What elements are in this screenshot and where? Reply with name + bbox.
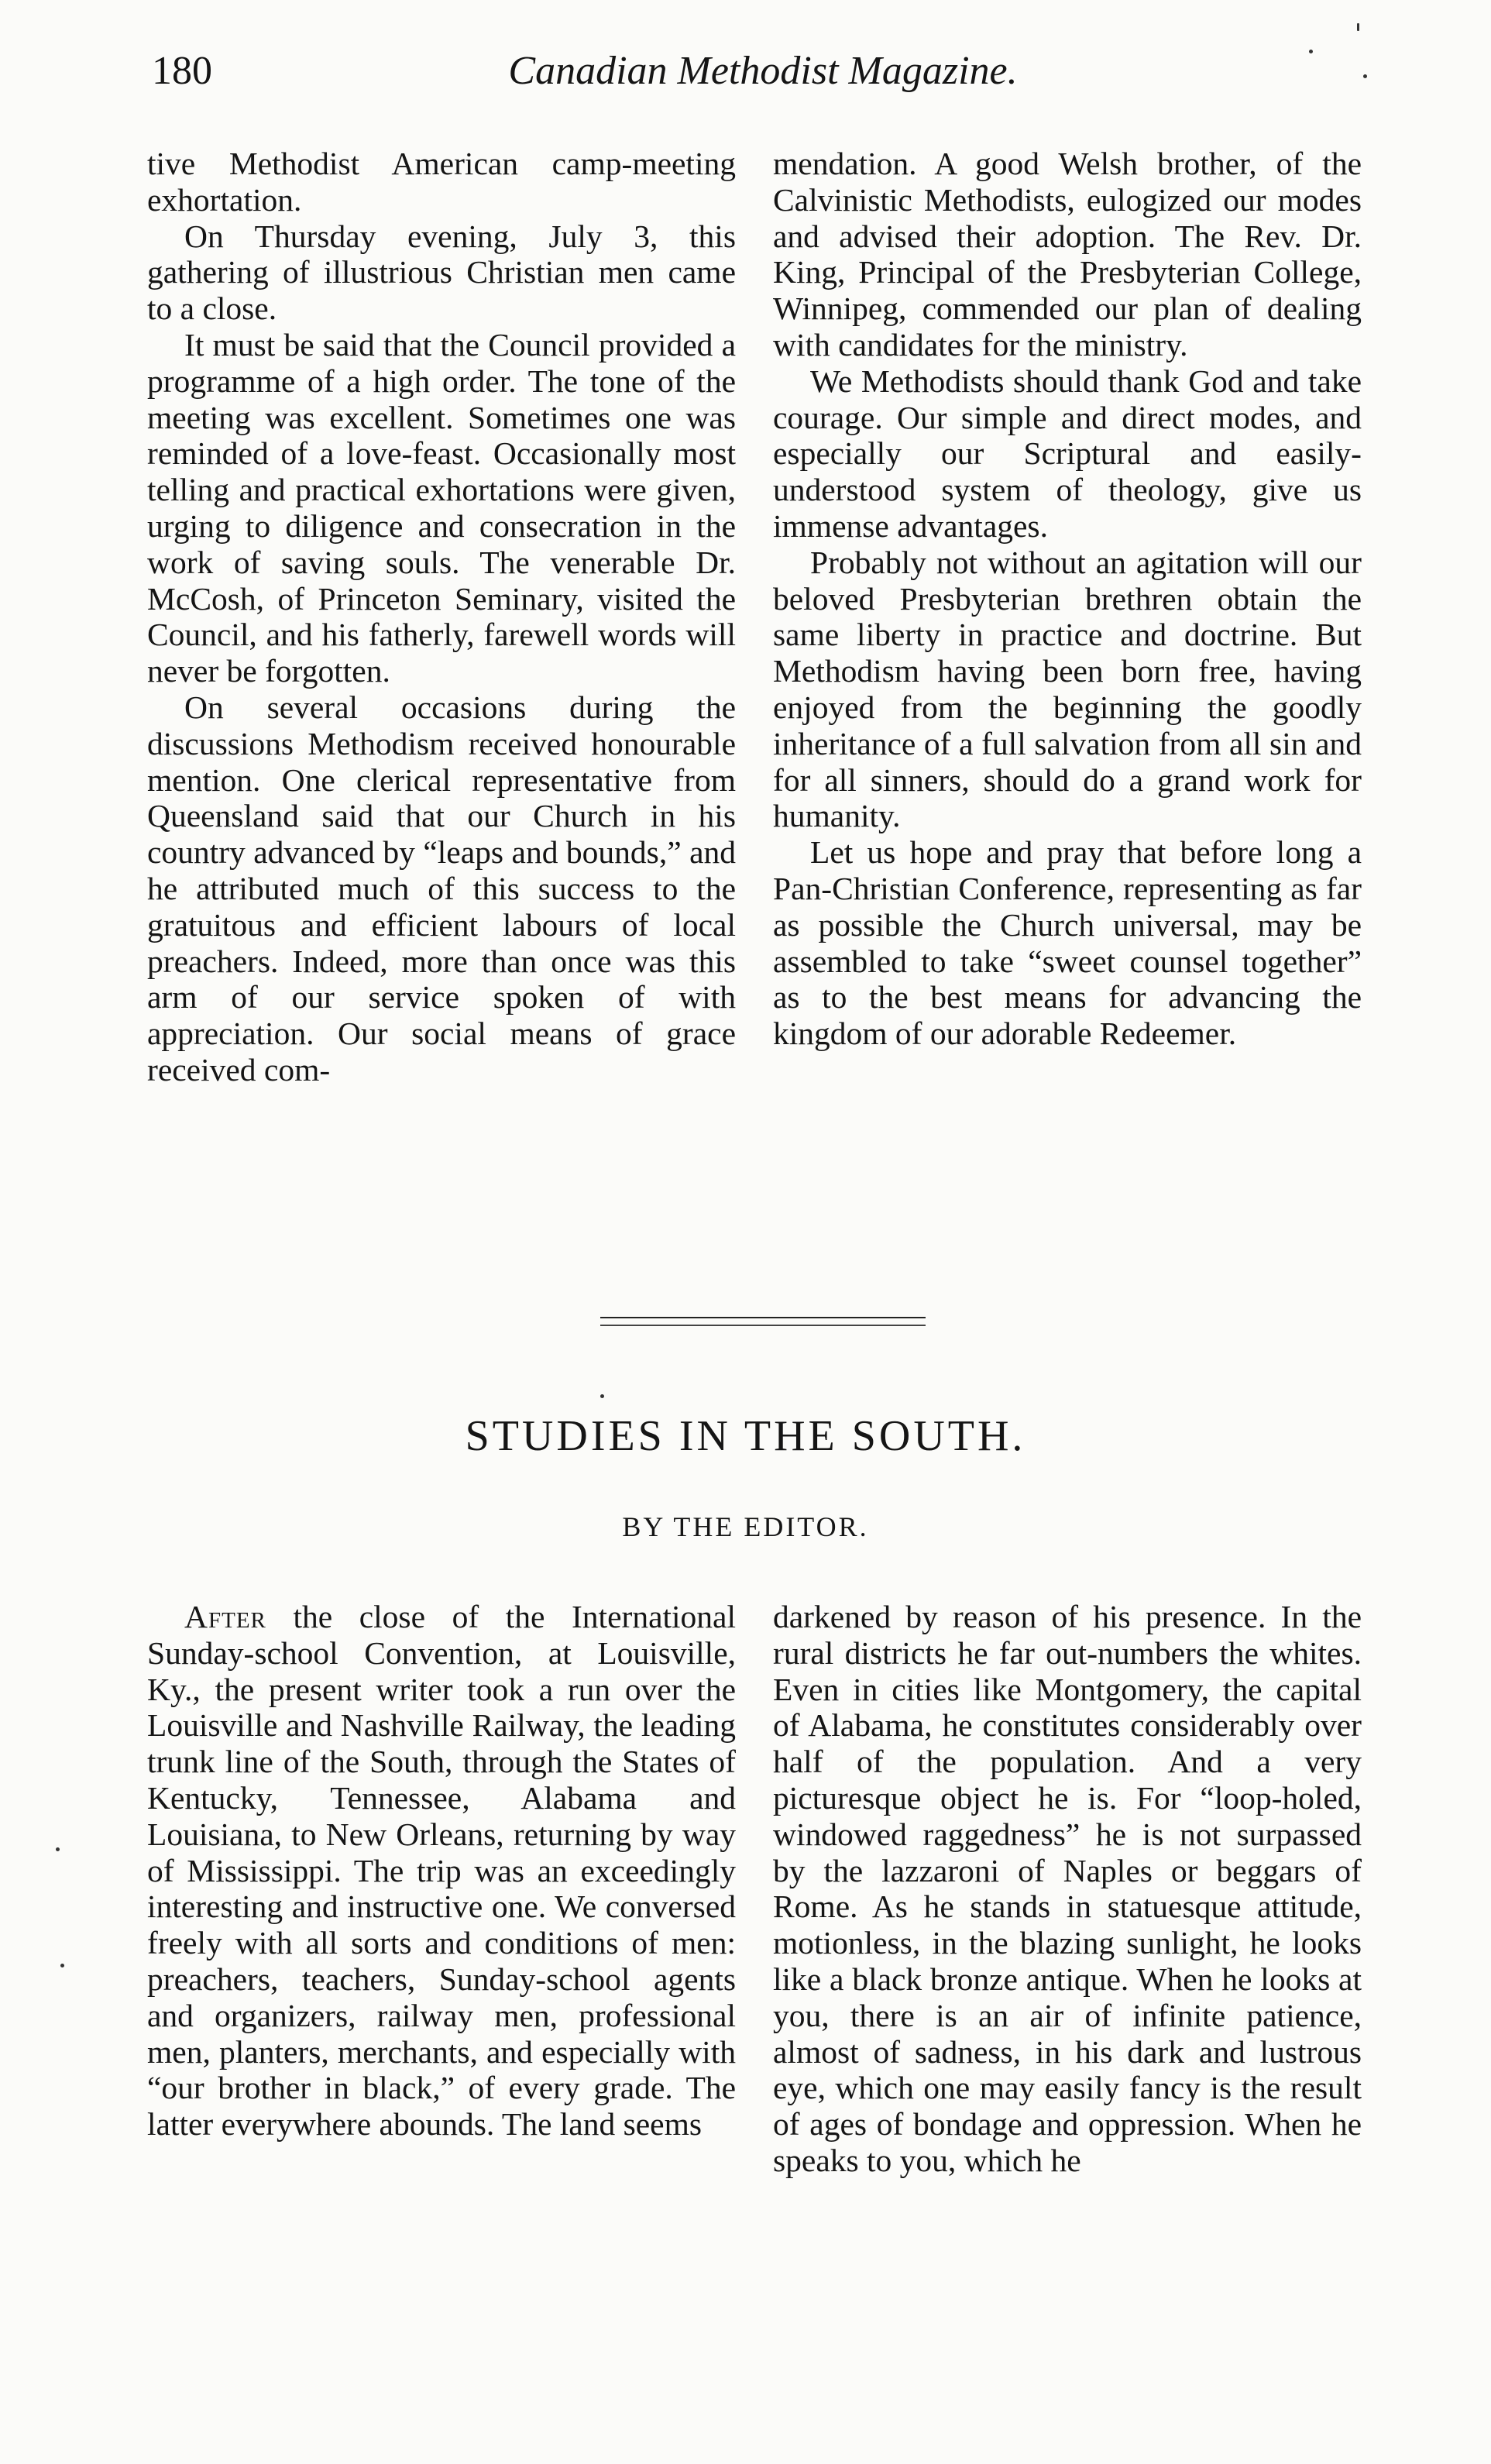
paragraph: darkened by reason of his presence. In the rural districts he far out-numbers the whites. Even in cities like Montgomery, the capital of Alabama, he constitutes considerably over half of the population. And a very picturesque object he is. For “loop-holed, windowed raggedness” he is not surpassed by the lazzaroni of Naples or beggars of Rome. As he stands in statuesque attitude, motionless, in the blazing sunlight, he looks like a black bronze antique. When he looks at you, there is an air of infinite patience, almost of sadness, in his dark and lustrous eye, which one may easily fancy is the result of ages of bondage and oppression. When he speaks to you, which he [773, 1599, 1362, 2178]
lead-word: After [184, 1599, 266, 1634]
paragraph: On several occasions during the discussions Methodism received honourable mention. One clerical representative from Queensland said that our Church in his country advanced by “leaps and bounds,” and he attributed much of this success to the gratuitous and efficient labours of local preachers. Indeed, more than once was this arm of our service spoken of with appreciation. Our social means of grace received com- [147, 689, 736, 1088]
section-divider-rule [600, 1317, 926, 1318]
paragraph: mendation. A good Welsh brother, of the Calvinistic Methodists, eulogized our modes and advised their adoption. The Rev. Dr. King, Principal of the Presbyterian College, Winnipeg, commended our plan of dealing with candidates for the ministry. [773, 146, 1362, 363]
article-column-left [147, 1599, 736, 2143]
page-number: 180 [152, 49, 212, 93]
paragraph: Let us hope and pray that before long a Pan-Christian Conference, representing as far as possible the Church universal, may be assembled to take “sweet counsel together” as to the best means for advancing the kingdom of our adorable Redeemer. [773, 834, 1362, 1052]
article-column-right [773, 1599, 1362, 2179]
paragraph: On Thursday evening, July 3, this gathering of illustrious Christian men came to a close. [147, 218, 736, 327]
print-speck [60, 1964, 64, 1967]
paragraph: Probably not without an agitation will our beloved Presbyterian brethren obtain the same liberty in practice and doctrine. But Methodism having been born free, having enjoyed from the beginning the goodly inheritance of a full salvation from all sin and for all sinners, should do a grand work for humanity. [773, 544, 1362, 834]
paragraph: We Methodists should thank God and take courage. Our simple and direct modes, and especially our Scriptural and easily-understood system of theology, give us immense advantages. [773, 363, 1362, 544]
paragraph: tive Methodist American camp-meeting exhortation. [147, 146, 736, 218]
section-divider-rule [600, 1325, 926, 1326]
running-title: Canadian Methodist Magazine. [508, 49, 1018, 93]
previous-article-column-left [147, 146, 736, 1088]
paragraph-text: the close of the International Sunday-school Convention, at Louisville, Ky., the present writer took a run over the Louisville and Nashville Railway, the leading trunk line of the South, through the States of Kentucky, Tennessee, Alabama and Louisiana, to New Orleans, returning by way of Mississippi. The trip was an exceedingly interesting and instructive one. We conversed freely with all sorts and conditions of men: preachers, teachers, Sunday-school agents and organizers, railway men, professional men, planters, merchants, and especially with “our brother in black,” of every grade. The latter everywhere abounds. The land seems [147, 1599, 736, 2143]
paragraph [147, 1599, 736, 2143]
previous-article-column-right [773, 146, 1362, 1052]
paragraph: It must be said that the Council provided a programme of a high order. The tone of the meeting was excellent. Sometimes one was reminded of a love-feast. Occasionally most telling and practical exhortations were given, urging to diligence and consecration in the work of saving souls. The venerable Dr. McCosh, of Princeton Seminary, visited the Council, and his fatherly, farewell words will never be forgotten. [147, 326, 736, 689]
article-title: STUDIES IN THE SOUTH. [465, 1412, 1026, 1460]
print-speck [1363, 74, 1367, 78]
article-byline: BY THE EDITOR. [622, 1511, 869, 1542]
print-speck [1309, 50, 1313, 53]
print-speck [56, 1847, 60, 1851]
print-speck [1357, 23, 1359, 31]
running-header [147, 48, 1379, 110]
print-speck [600, 1394, 604, 1398]
